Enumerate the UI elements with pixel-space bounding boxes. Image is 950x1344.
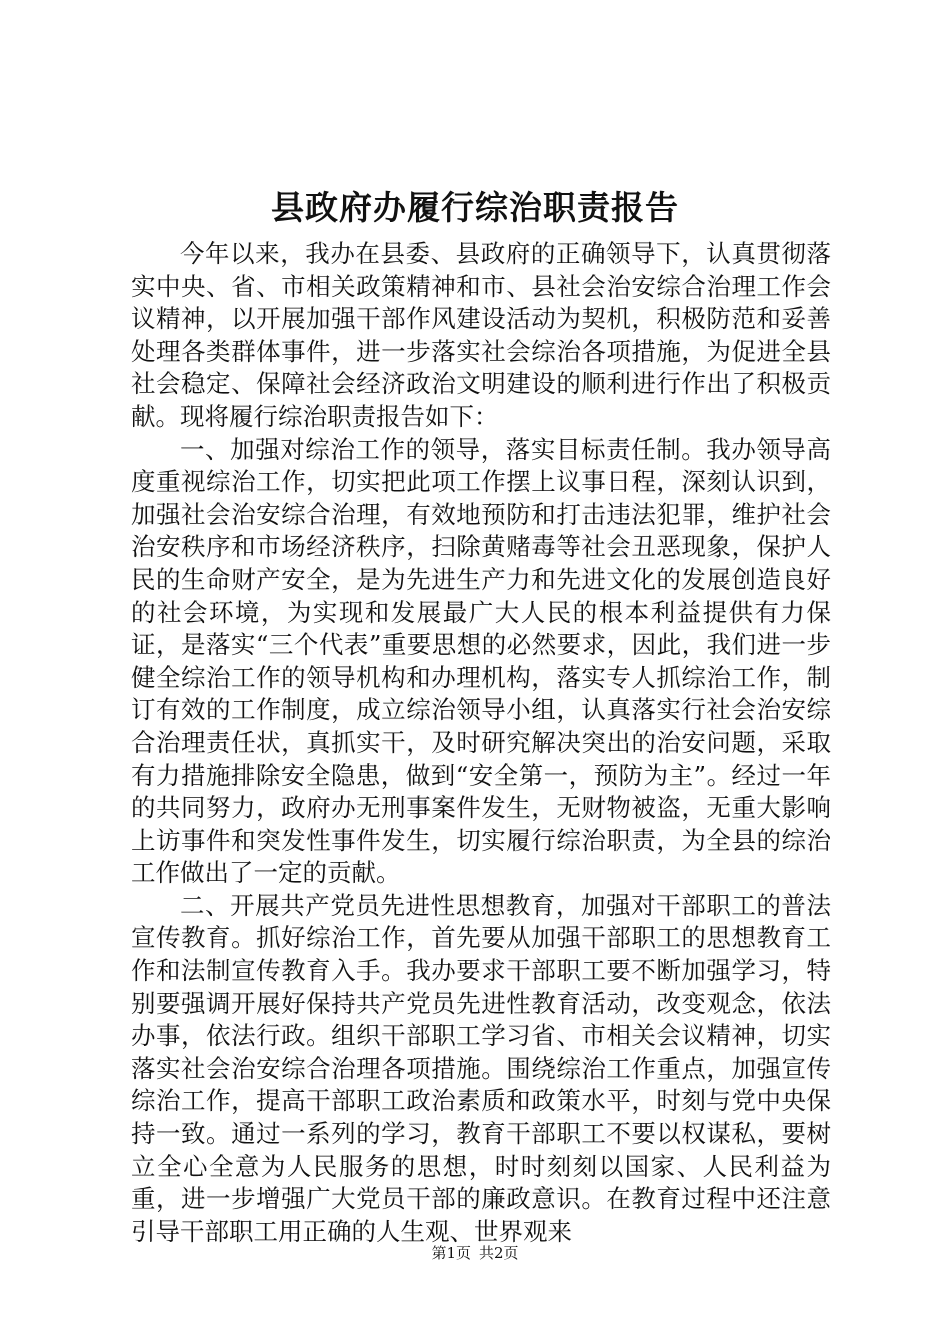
page-title: 县政府办履行综治职责报告 — [271, 188, 679, 227]
page-footer — [0, 1243, 950, 1263]
document-body — [131, 238, 831, 1248]
paragraph-section-1: 一、加强对综治工作的领导，落实目标责任制。我办领导高度重视综治工作，切实把此项工作摆上议事日程，深刻认识到，加强社会治安综合治理，有效地预防和打击违法犯罪，维护社会治安秩序和市场经济秩序，扫除黄赌毒等社会丑恶现象，保护人民的生命财产安全，是为先进生产力和先进文化的发展创造良好的社会环境，为实现和发展最广大人民的根本利益提供有力保证，是落实“三个代表”重要思想的必然要求，因此，我们进一步健全综治工作的领导机构和办理机构，落实专人抓综治工作，制订有效的工作制度，成立综治领导小组，认真落实行社会治安综合治理责任状，真抓实干，及时研究解决突出的治安问题，采取有力措施排除安全隐患，做到“安全第一，预防为主”。经过一年的共同努力，政府办无刑事案件发生，无财物被盗，无重大影响上访事件和突发性事件发生，切实履行综治职责，为全县的综治工作做出了一定的贡献。 — [131, 434, 831, 888]
paragraph-intro: 今年以来，我办在县委、县政府的正确领导下，认真贯彻落实中央、省、市相关政策精神和市、县社会治安综合治理工作会议精神，以开展加强干部作风建设活动为契机，积极防范和妥善处理各类群体事件，进一步落实社会综治各项措施，为促进全县社会稳定、保障社会经济政治文明建设的顺利进行作出了积极贡献。现将履行综治职责报告如下： — [131, 239, 831, 431]
page-number: 第1页 — [431, 1244, 471, 1262]
paragraph-section-2: 二、开展共产党员先进性思想教育，加强对干部职工的普法宣传教育。抓好综治工作，首先要从加强干部职工的思想教育工作和法制宣传教育入手。我办要求干部职工要不断加强学习，特别要强调开展好保持共产党员先进性教育活动，改变观念，依法办事，依法行政。组织干部职工学习省、市相关会议精神，切实落实社会治安综合治理各项措施。围绕综治工作重点，加强宣传综治工作，提高干部职工政治素质和政策水平，时刻与党中央保持一致。通过一系列的学习，教育干部职工不要以权谋私，要树立全心全意为人民服务的思想，时时刻刻以国家、人民利益为重，进一步增强广大党员干部的廉政意识。在教育过程中还注意引导干部职工用正确的人生观、世界观来 — [131, 890, 831, 1246]
page-total: 共2页 — [479, 1244, 519, 1262]
